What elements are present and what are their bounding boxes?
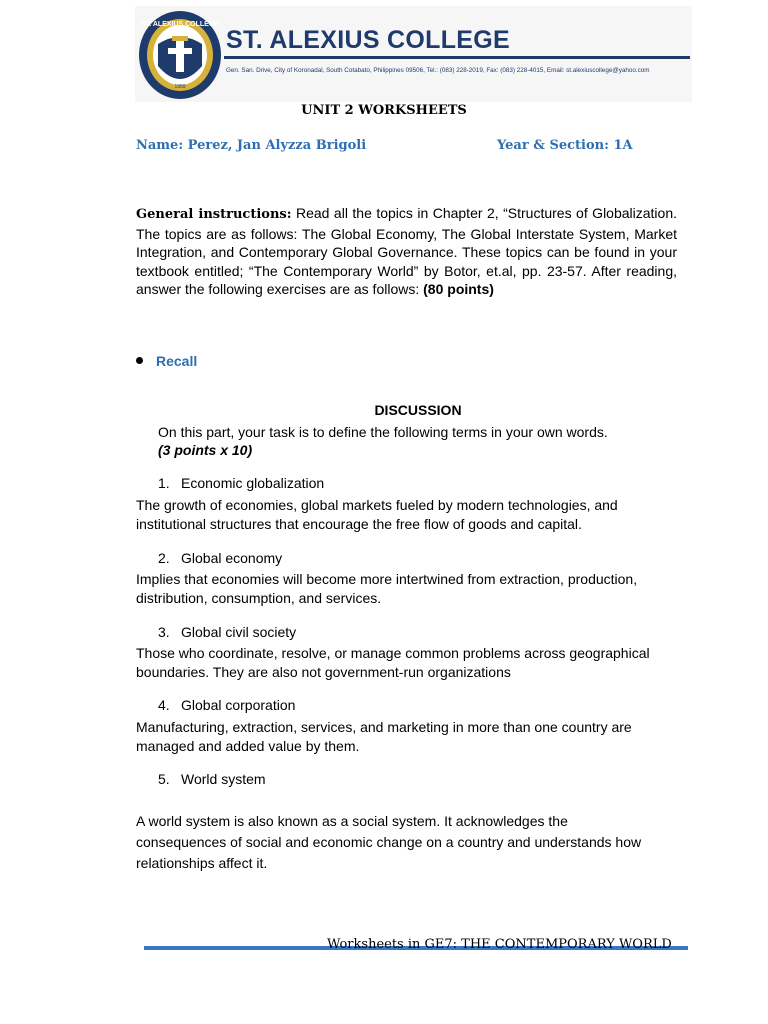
svg-text:1959: 1959 [174,84,186,90]
term-definition: The growth of economies, global markets fueled by modern technologies, and institutional structures that encourage the free flow of goods and capital. [136,497,618,532]
term-heading: 1. Economic globalization [158,475,325,491]
college-name: ST. ALEXIUS COLLEGE [226,26,510,54]
general-instructions [136,204,677,299]
recall-label: Recall [156,353,198,369]
header-divider [224,56,690,59]
instructions-label: General instructions: [136,207,292,222]
instructions-points: (80 points) [423,281,494,297]
term-definition: Manufacturing, extraction, services, and marketing in more than one country are managed and added value by them. [136,719,632,754]
term-definition: Those who coordinate, resolve, or manage common problems across geographical boundaries. They are also not government-run organizations [136,645,650,680]
discussion-intro [158,423,608,459]
discussion-points: (3 points x 10) [158,442,253,458]
recall-bullet [136,353,197,369]
svg-text:ST. ALEXIUS COLLEGE: ST. ALEXIUS COLLEGE [141,21,219,28]
year-section: Year & Section: 1A [497,138,633,153]
term-heading: 4. Global corporation [158,697,296,713]
instructions-text: Read all the topics in Chapter 2, “Structures of Globalization. The topics are as follows: The Global Economy, The Global Interstate System, Market Integration, and Contemporary Global Governance. These topics can be found in your textbook entitled; “The Contemporary World” by Botor, et.al, pp. 23-57. After reading, answer the following exercises are as follows: [136,205,678,297]
term-heading: 5. World system [158,771,266,787]
term-definition: A world system is also known as a social system. It acknowledges the consequences of social and economic change on a country and understands how relationships affect it. [136,813,642,871]
worksheet-title: UNIT 2 WORKSHEETS [301,103,467,118]
term-heading: 3. Global civil society [158,624,297,640]
discussion-title: DISCUSSION [374,402,462,418]
bullet-icon [136,357,143,364]
college-address: Gen. San. Drive, City of Koronadal, South Cotabato, Philippines 09506, Tel.: (083) 228-2019, Fax: (083) 228-4015, Email: st.alexiuscollege@yahoo.com [226,67,650,74]
term-definition: Implies that economies will become more intertwined from extraction, production, distribution, consumption, and services. [136,571,638,606]
student-name: Name: Perez, Jan Alyzza Brigoli [136,138,367,153]
term-heading: 2. Global economy [158,550,283,566]
discussion-intro-text: On this part, your task is to define the following terms in your own words. [158,424,608,440]
footer-text: Worksheets in GE7: THE CONTEMPORARY WORLD [327,937,672,952]
college-seal-logo [138,10,222,100]
